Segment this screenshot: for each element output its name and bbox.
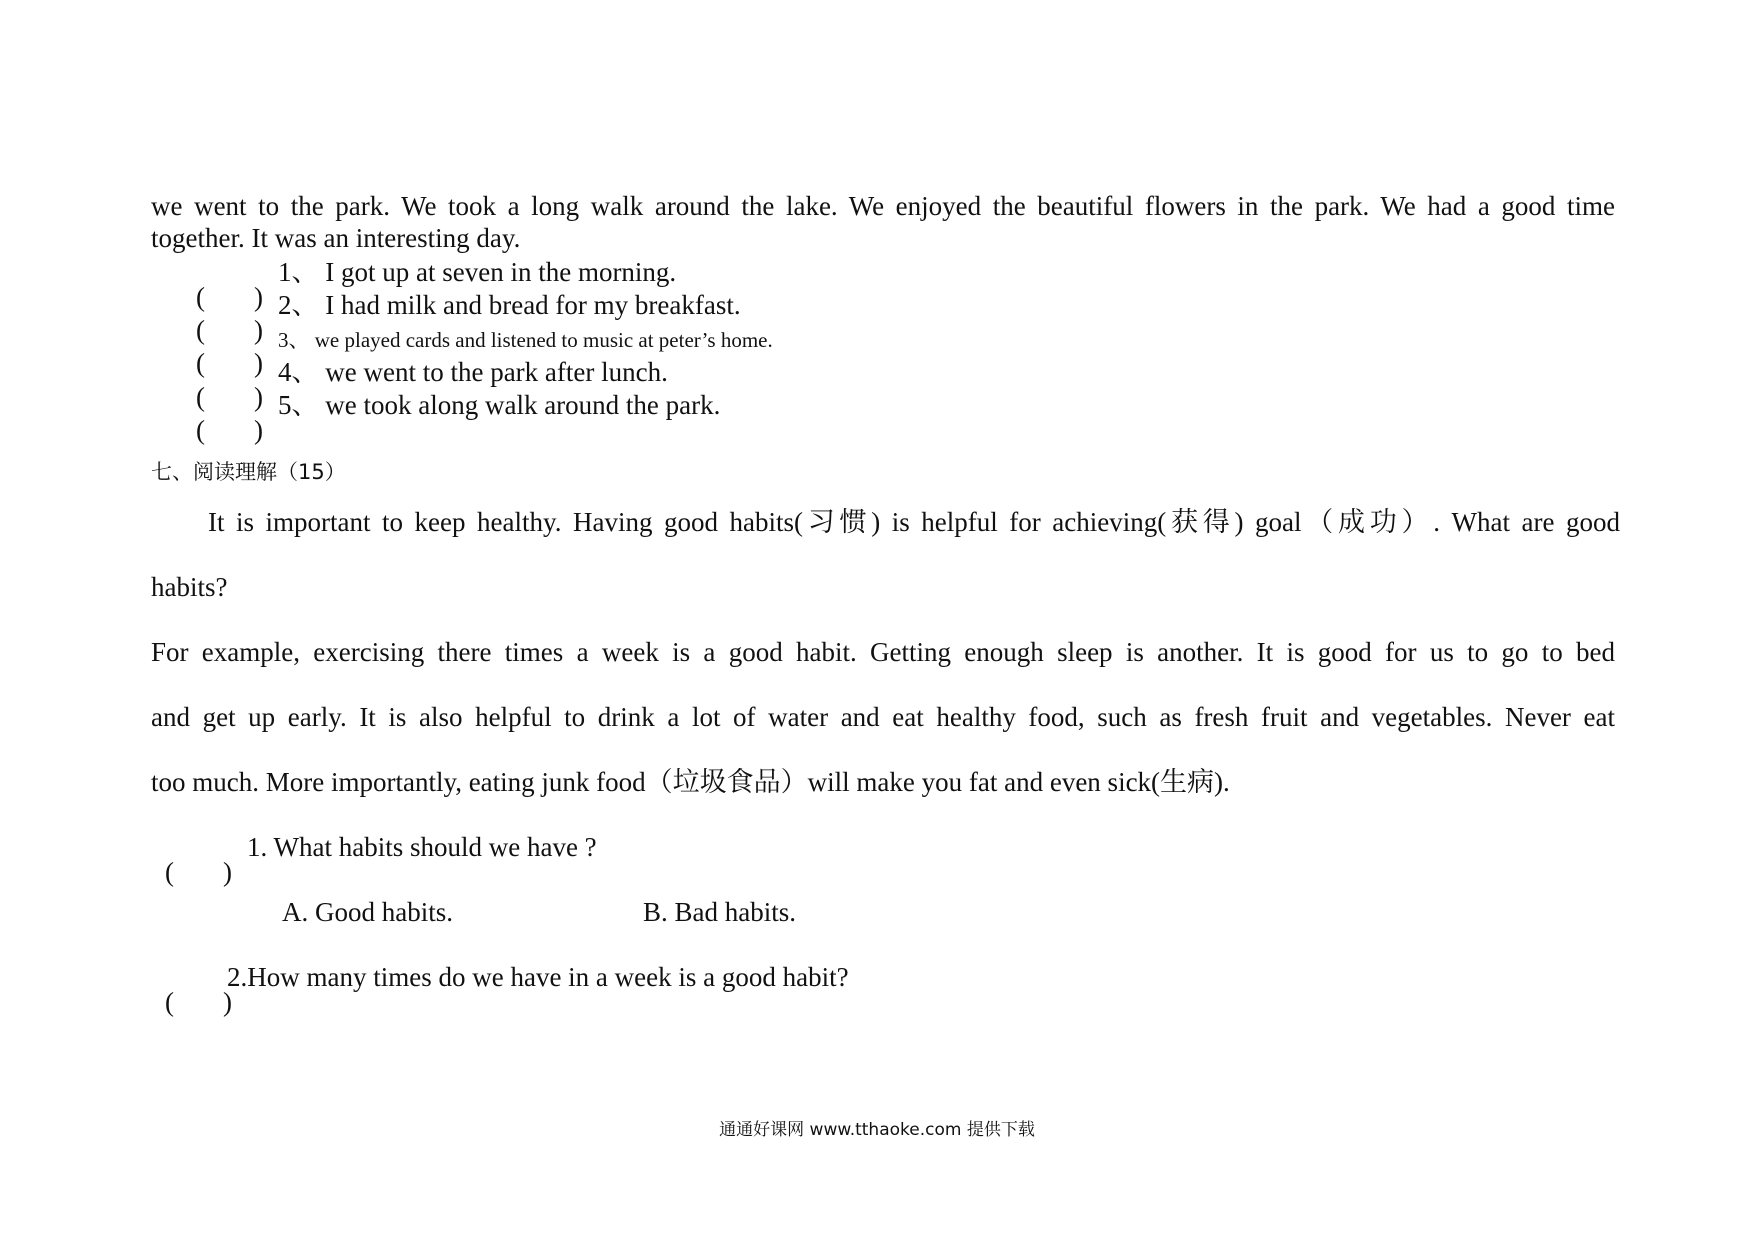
option-b[interactable]: B. Bad habits.	[643, 897, 796, 927]
tf-item-text: 5、 we took along walk around the park.	[278, 390, 721, 420]
tf-item-3: ( ) 3、 we played cards and listened to music at peter’s home.	[196, 328, 773, 378]
option-a[interactable]: A. Good habits.	[282, 897, 453, 927]
tf-item-text: 3、 we played cards and listened to music at peter’s home.	[278, 328, 773, 352]
reading-line-5: too much. More importantly, eating junk food（垃圾食品）will make you fat and even sick(生病).	[151, 767, 1230, 797]
section-heading: 七、阅读理解（15）	[151, 460, 346, 484]
question-2: ( ) 2.How many times do we have in a week is a good habit?	[165, 962, 849, 1017]
question-text: 2.How many times do we have in a week is a good habit?	[227, 962, 849, 992]
tf-item-1: ( ) 1、 I got up at seven in the morning.	[196, 257, 677, 312]
passage-line-2: together. It was an interesting day.	[151, 223, 521, 253]
tf-item-4: ( ) 4、 we went to the park after lunch.	[196, 357, 668, 412]
reading-line-2: habits?	[151, 572, 228, 602]
page-footer: 通通好课网 www.tthaoke.com 提供下载	[719, 1120, 1035, 1140]
reading-line-1: It is important to keep healthy. Having good habits(习惯) is helpful for achieving(获得) goal（成功）. What are good	[208, 507, 1620, 537]
tf-item-5: ( ) 5、 we took along walk around the park.	[196, 390, 721, 445]
tf-item-text: 4、 we went to the park after lunch.	[278, 357, 668, 387]
tf-item-text: 1、 I got up at seven in the morning.	[278, 257, 677, 287]
reading-line-3: For example, exercising there times a week is a good habit. Getting enough sleep is another. It is good for us to go to bed	[151, 637, 1615, 667]
question-1: ( ) 1. What habits should we have ?	[165, 832, 597, 887]
tf-item-text: 2、 I had milk and bread for my breakfast.	[278, 290, 741, 320]
passage-line-1: we went to the park. We took a long walk around the lake. We enjoyed the beautiful flowers in the park. We had a good time	[151, 191, 1615, 221]
tf-item-2: ( ) 2、 I had milk and bread for my breakfast.	[196, 290, 741, 345]
reading-line-4: and get up early. It is also helpful to drink a lot of water and eat healthy food, such as fresh fruit and vegetables. Never eat	[151, 702, 1615, 732]
question-text: 1. What habits should we have ?	[247, 832, 597, 862]
